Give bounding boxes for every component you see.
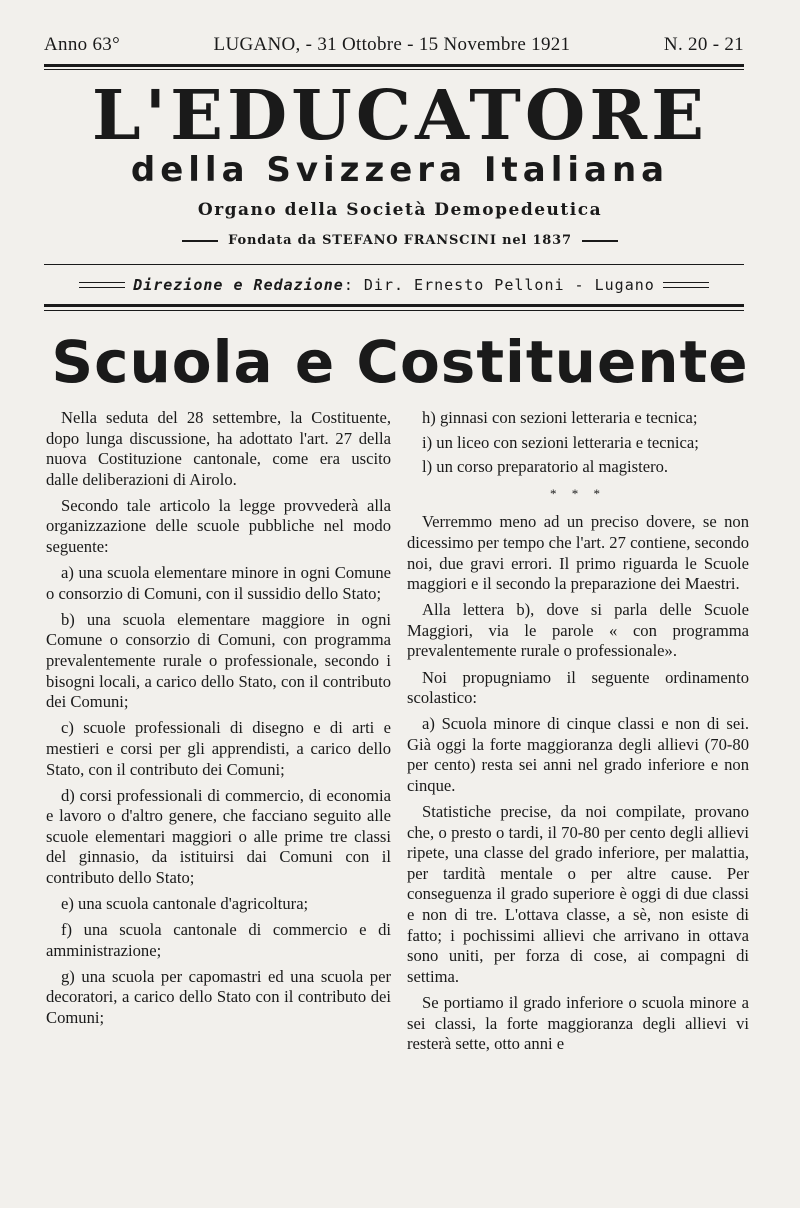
paragraph: i) un liceo con sezioni letteraria e tecnica; [422,432,699,452]
direction-rule-thin [44,310,744,311]
masthead-founded [0,233,800,248]
direction-rule-top [44,264,744,265]
dash-left [182,240,218,242]
double-rule-left [79,282,125,288]
issue-number: N. 20 - 21 [663,34,744,55]
issue-line [44,34,744,56]
paragraph: Verremmo meno ad un preciso dovere, se non dicessimo per tempo che l'art. 27 contiene, secondo noi, due gravi errori. Il primo riguarda le Scuole maggiori e il secondo la preparazione dei Maestri. [407,512,749,594]
direction-label: Direzione e Redazione [133,276,344,294]
founded-text: Fondata da STEFANO FRANSCINI nel 1837 [228,233,572,248]
issue-dateline: LUGANO, - 31 Ottobre - 15 Novembre 1921 [213,34,571,55]
dash-right [582,240,618,242]
paragraph: f) una scuola cantonale di commercio e di amministrazione; [46,920,391,960]
masthead-title: L'EDUCATORE [91,76,709,156]
paragraph: e) una scuola cantonale d'agricoltura; [61,894,309,914]
right-column [407,408,749,1060]
section-separator: * * * [550,485,606,501]
header-rule-thin [44,69,744,70]
paragraph: a) Scuola minore di cinque classi e non di sei. Già oggi la forte maggioranza degli allievi (70-80 per cento) resta sei anni nel grado inferiore e non cinque. [407,714,749,795]
paragraph: h) ginnasi con sezioni letteraria e tecnica; [422,408,698,427]
paragraph: Secondo tale articolo la legge provvederà alla organizzazione delle scuole pubbliche nel modo seguente: [46,495,391,557]
left-column [46,408,391,1034]
masthead-subtitle: della Svizzera Italiana [130,150,670,190]
double-rule-right [663,282,709,288]
direction-line [44,274,744,296]
paragraph: l) un corso preparatorio al magistero. [422,457,669,477]
paragraph: Nella seduta del 28 settembre, la Costituente, dopo lunga discussione, ha adottato l'art. 27 della nuova Costituzione cantonale, come era uscito dalle deliberazioni di Airolo. [46,408,391,489]
direction-value: : Dir. Ernesto Pelloni - Lugano [343,276,655,294]
masthead-organ: Organo della Società Demopedeutica [197,200,603,220]
paragraph: Se portiamo il grado inferiore o scuola minore a sei classi, la forte maggioranza degli allievi vi resterà sette, otto anni e [407,992,749,1054]
paragraph: a) una scuola elementare minore in ogni Comune o consorzio di Comuni, con il sussidio dello Stato; [46,563,391,603]
header-rule-thick [44,64,744,67]
paragraph: Statistiche precise, da noi compilate, provano che, o presto o tardi, il 70-80 per cento degli allievi ripete, una classe del grado inferiore, per malattia, per tardità mentale o per altre cause. Per conseguenza il grado superiore è oggi di due classi e non di tre. L'ottava classe, a sè, non esiste di fatto; i pochissimi allievi che arrivano in ottava sono uniti, per forza di cose, ai compagni di settima. [407,802,749,986]
paragraph: Alla lettera b), dove si parla delle Scuole Maggiori, via le parole « con programma prevalentemente rurale o professionale». [407,600,749,661]
paragraph: c) scuole professionali di disegno e di arti e mestieri e corsi per gli apprendisti, a carico dello Stato, con il contributo dei Comuni; [46,718,391,779]
direction-rule-thick [44,304,744,307]
issue-year: Anno 63° [44,34,120,55]
paragraph: Noi propugniamo il seguente ordinamento scolastico: [407,667,749,708]
paragraph: b) una scuola elementare maggiore in ogni Comune o consorzio di Comuni, con programma prevalentemente rurale o professionale, secondo i bisogni locali, a carico dello Stato, con il contributo dei Comuni; [46,609,391,712]
article-title: Scuola e Costituente [51,328,749,396]
paragraph: d) corsi professionali di commercio, di economia e lavoro o d'altro genere, che facciano seguito alle scuole elementari maggiori o alle prime tre classi del ginnasio, da istituirsi dai Comuni con il contributo dello Stato; [46,785,391,887]
paragraph: g) una scuola per capomastri ed una scuola per decoratori, a carico dello Stato con il contributo dei Comuni; [46,966,391,1028]
